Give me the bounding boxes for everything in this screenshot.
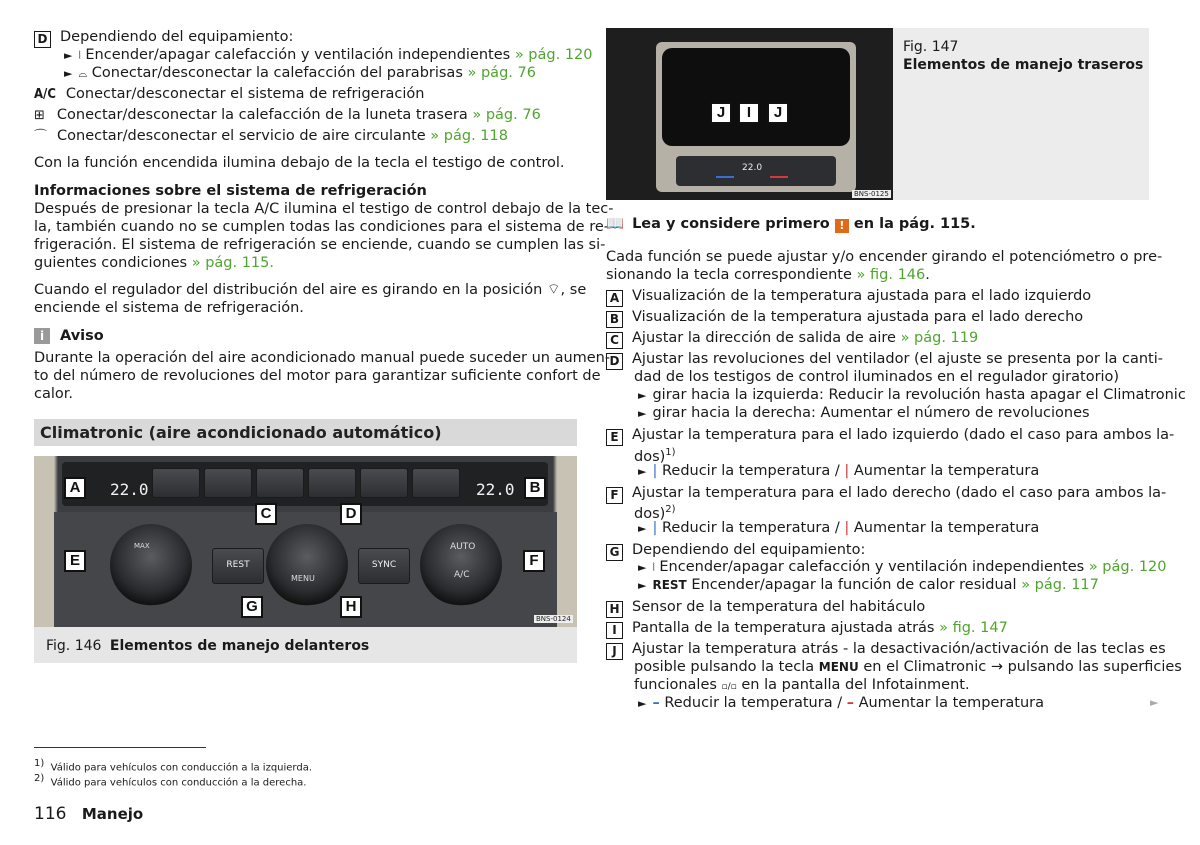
item-j-line-2: posible pulsando la tecla MENU en el Climatronic → pulsando las superficies <box>634 659 1182 675</box>
rest-icon: REST <box>652 578 687 592</box>
rest-button[interactable]: REST <box>212 548 264 584</box>
increase-bar-icon: | <box>844 520 850 536</box>
item-g-sub-2: ► REST Encender/apagar la función de calor residual » pág. 117 <box>638 577 1099 593</box>
key-d: D <box>34 31 51 48</box>
sync-button[interactable]: SYNC <box>358 548 410 584</box>
info-line-2: la, también cuando no se cumplen todas las condiciones para el sistema de re- <box>34 219 609 235</box>
link-fig-146[interactable]: » fig. 146 <box>856 267 926 283</box>
item-a: A Visualización de la temperatura ajustada para el lado izquierdo <box>606 287 1091 307</box>
intro-line-2: sionando la tecla correspondiente » fig. 146. <box>606 267 930 283</box>
recirculation-icon: ⌒ <box>34 129 48 144</box>
info-line-4: guientes condiciones » pág. 115. <box>34 255 274 271</box>
item-d-sub-2: ► girar hacia la derecha: Aumentar el número de revoluciones <box>638 405 1090 421</box>
air-direction-button-3[interactable] <box>308 468 356 498</box>
fig146-label-f: F <box>523 550 545 572</box>
sub-item-seat-heat: ► ⦚ Encender/apagar calefacción y ventilación independientes » pág. 120 <box>64 47 593 63</box>
link-pag-115[interactable]: » pág. 115. <box>191 255 274 271</box>
item-j-sub: ► – Reducir la temperatura / – Aumentar la temperatura <box>638 695 1044 711</box>
list-item-ac: A/C Conectar/desconectar el sistema de refrigeración <box>34 86 425 102</box>
item-f: F Ajustar la temperatura para el lado derecho (dado el caso para ambos la- <box>606 484 1166 504</box>
temp-left-display: 22.0 <box>110 480 149 499</box>
page-footer <box>34 804 143 824</box>
item-b: B Visualización de la temperatura ajustada para el lado derecho <box>606 308 1083 328</box>
item-g-sub-1: ► ⦚ Encender/apagar calefacción y ventilación independientes » pág. 120 <box>638 559 1167 575</box>
item-i: I Pantalla de la temperatura ajustada atrás » fig. 147 <box>606 619 1008 639</box>
footnote-2: $^{2)}$ Válido para vehículos con conducción a la derecha. <box>34 773 307 789</box>
regulator-line-2: enciende el sistema de refrigeración. <box>34 300 304 316</box>
info-icon: i <box>34 328 50 344</box>
figure-146 <box>34 456 577 627</box>
air-direction-button-2[interactable] <box>256 468 304 498</box>
fig147-label-j-left: J <box>710 102 732 124</box>
left-temp-knob[interactable] <box>110 524 192 606</box>
figure-147 <box>606 28 893 200</box>
fig147-label-j-right: J <box>767 102 789 124</box>
item-d-line-2: dad de los testigos de control iluminados en el regulador giratorio) <box>634 369 1120 385</box>
fan-knob[interactable] <box>266 524 348 606</box>
aviso-line-2: to del número de revoluciones del motor para garantizar suficiente confort de <box>34 368 601 384</box>
fig146-label-b: B <box>524 477 546 499</box>
auto-label: AUTO <box>450 542 476 552</box>
right-temp-knob[interactable] <box>420 524 502 606</box>
rear-temp-display: 22.0 <box>742 163 763 173</box>
fig146-label-c: C <box>255 503 277 525</box>
book-icon: 📖 <box>606 216 625 232</box>
figure-code: BNS-0124 <box>536 615 571 623</box>
link-pag-120[interactable]: » pág. 120 <box>514 47 593 63</box>
item-f-sub: ► | Reducir la temperatura / | Aumentar la temperatura <box>638 520 1040 536</box>
ac-icon: A/C <box>34 87 56 102</box>
rear-window-heat-icon: ⊞ <box>34 108 45 123</box>
aviso-line-3: calor. <box>34 386 73 402</box>
recirculation-button[interactable] <box>360 468 408 498</box>
fig147-caption-box <box>893 28 1149 200</box>
section-title: Climatronic (aire acondicionado automático) <box>40 423 442 442</box>
max-label: MAX <box>134 542 150 550</box>
decrease-bar-icon: | <box>652 520 658 536</box>
decrease-dash-icon: – <box>652 695 660 711</box>
warning-icon: ! <box>835 219 849 233</box>
info-heading: Informaciones sobre el sistema de refrigeración <box>34 183 427 199</box>
air-distribution-icon: ⌔ <box>546 282 561 298</box>
item-e-sub: ► | Reducir la temperatura / | Aumentar la temperatura <box>638 463 1040 479</box>
list-item-d: D Dependiendo del equipamiento: <box>34 28 293 48</box>
air-direction-button-1[interactable] <box>204 468 252 498</box>
ac-label: A/C <box>454 570 470 580</box>
decrease-bar-icon: | <box>652 463 658 479</box>
aviso-line-1: Durante la operación del aire acondicionado manual puede suceder un aumen- <box>34 350 611 366</box>
fig146-label-a: A <box>64 477 86 499</box>
list-item-recirc: ⌒ Conectar/desconectar el servicio de aire circulante » pág. 118 <box>34 128 508 144</box>
section-title-bar <box>34 419 577 446</box>
info-line-1: Después de presionar la tecla A/C ilumina el testigo de control debajo de la tec- <box>34 201 614 217</box>
windshield-heat-icon: ⌓ <box>78 67 88 80</box>
link-pag-120b[interactable]: » pág. 120 <box>1088 559 1167 575</box>
fig147-label-i: I <box>738 102 760 124</box>
item-h: H Sensor de la temperatura del habitáculo <box>606 598 925 618</box>
page-number: 116 <box>34 804 67 824</box>
fig146-label-g: G <box>241 596 263 618</box>
figure-code-147: BNS-0125 <box>854 190 889 198</box>
item-c: C Ajustar la dirección de salida de aire » pág. 119 <box>606 329 978 349</box>
fig146-caption-bar <box>34 627 577 663</box>
list-item-rear-window: ⊞ Conectar/desconectar la calefacción de la luneta trasera » pág. 76 <box>34 107 541 123</box>
item-e-line-2: dos)$^{1)}$ <box>634 447 676 465</box>
link-pag-118[interactable]: » pág. 118 <box>430 128 508 144</box>
item-f-line-2: dos)$^{2)}$ <box>634 504 676 522</box>
item-j-line-3: funcionales ▫/▫ en la pantalla del Infotainment. <box>634 677 970 693</box>
seat-heat-right-button[interactable] <box>412 468 460 498</box>
footnote-divider <box>34 747 206 748</box>
item-g: G Dependiendo del equipamiento: <box>606 541 865 561</box>
item-d-sub-1: ► girar hacia la izquierda: Reducir la revolución hasta apagar el Climatronic <box>638 387 1186 403</box>
fig146-caption-num: Fig. 146 <box>46 638 102 654</box>
fig147-num: Fig. 147 <box>903 39 959 55</box>
seat-heat-icon: ⦚ <box>78 49 81 62</box>
aviso-title: Aviso <box>60 328 104 344</box>
link-pag-76[interactable]: » pág. 76 <box>467 65 536 81</box>
seat-heat-icon: ⦚ <box>652 561 655 574</box>
fig146-label-h: H <box>340 596 362 618</box>
fig147-title: Elementos de manejo traseros <box>903 57 1144 73</box>
fig146-caption: Elementos de manejo delanteros <box>109 638 370 654</box>
menu-key-icon: MENU <box>818 660 859 674</box>
seat-heat-left-button[interactable] <box>152 468 200 498</box>
item-d: D Ajustar las revoluciones del ventilador (el ajuste se presenta por la canti- <box>606 350 1163 370</box>
intro-line-1: Cada función se puede ajustar y/o encender girando el potenciómetro o pre- <box>606 249 1163 265</box>
read-first-line: 📖 Lea y considere primero ! en la pág. 115. <box>606 216 976 232</box>
item-e: E Ajustar la temperatura para el lado izquierdo (dado el caso para ambos la- <box>606 426 1174 446</box>
page-section: Manejo <box>81 805 144 823</box>
temp-right-display: 22.0 <box>476 480 515 499</box>
rear-vent <box>662 48 850 146</box>
regulator-line-1: Cuando el regulador del distribución del aire es girando en la posición ⌔, se <box>34 282 587 298</box>
link-pag-117[interactable]: » pág. 117 <box>1021 577 1099 593</box>
rear-function-icon: ▫/▫ <box>721 682 737 692</box>
info-line-3: frigeración. El sistema de refrigeración se enciende, cuando se cumplen las si- <box>34 237 606 253</box>
item-j: J Ajustar la temperatura atrás - la desactivación/activación de las teclas es <box>606 640 1166 660</box>
menu-label: MENU <box>291 574 315 583</box>
sub-item-windshield: ► ⌓ Conectar/desconectar la calefacción del parabrisas » pág. 76 <box>64 65 536 81</box>
footnote-1: $^{1)}$ Válido para vehículos con conducción a la izquierda. <box>34 758 313 774</box>
increase-dash-icon: – <box>846 695 854 711</box>
next-page-arrow-icon[interactable]: ► <box>1150 696 1159 709</box>
fig146-label-e: E <box>64 550 86 572</box>
link-fig-147[interactable]: » fig. 147 <box>939 620 1008 636</box>
link-pag-119[interactable]: » pág. 119 <box>900 330 979 346</box>
link-pag-76b[interactable]: » pág. 76 <box>472 107 541 123</box>
fig146-label-d: D <box>340 503 362 525</box>
paragraph-control-light: Con la función encendida ilumina debajo de la tecla el testigo de control. <box>34 155 565 171</box>
increase-bar-icon: | <box>844 463 850 479</box>
